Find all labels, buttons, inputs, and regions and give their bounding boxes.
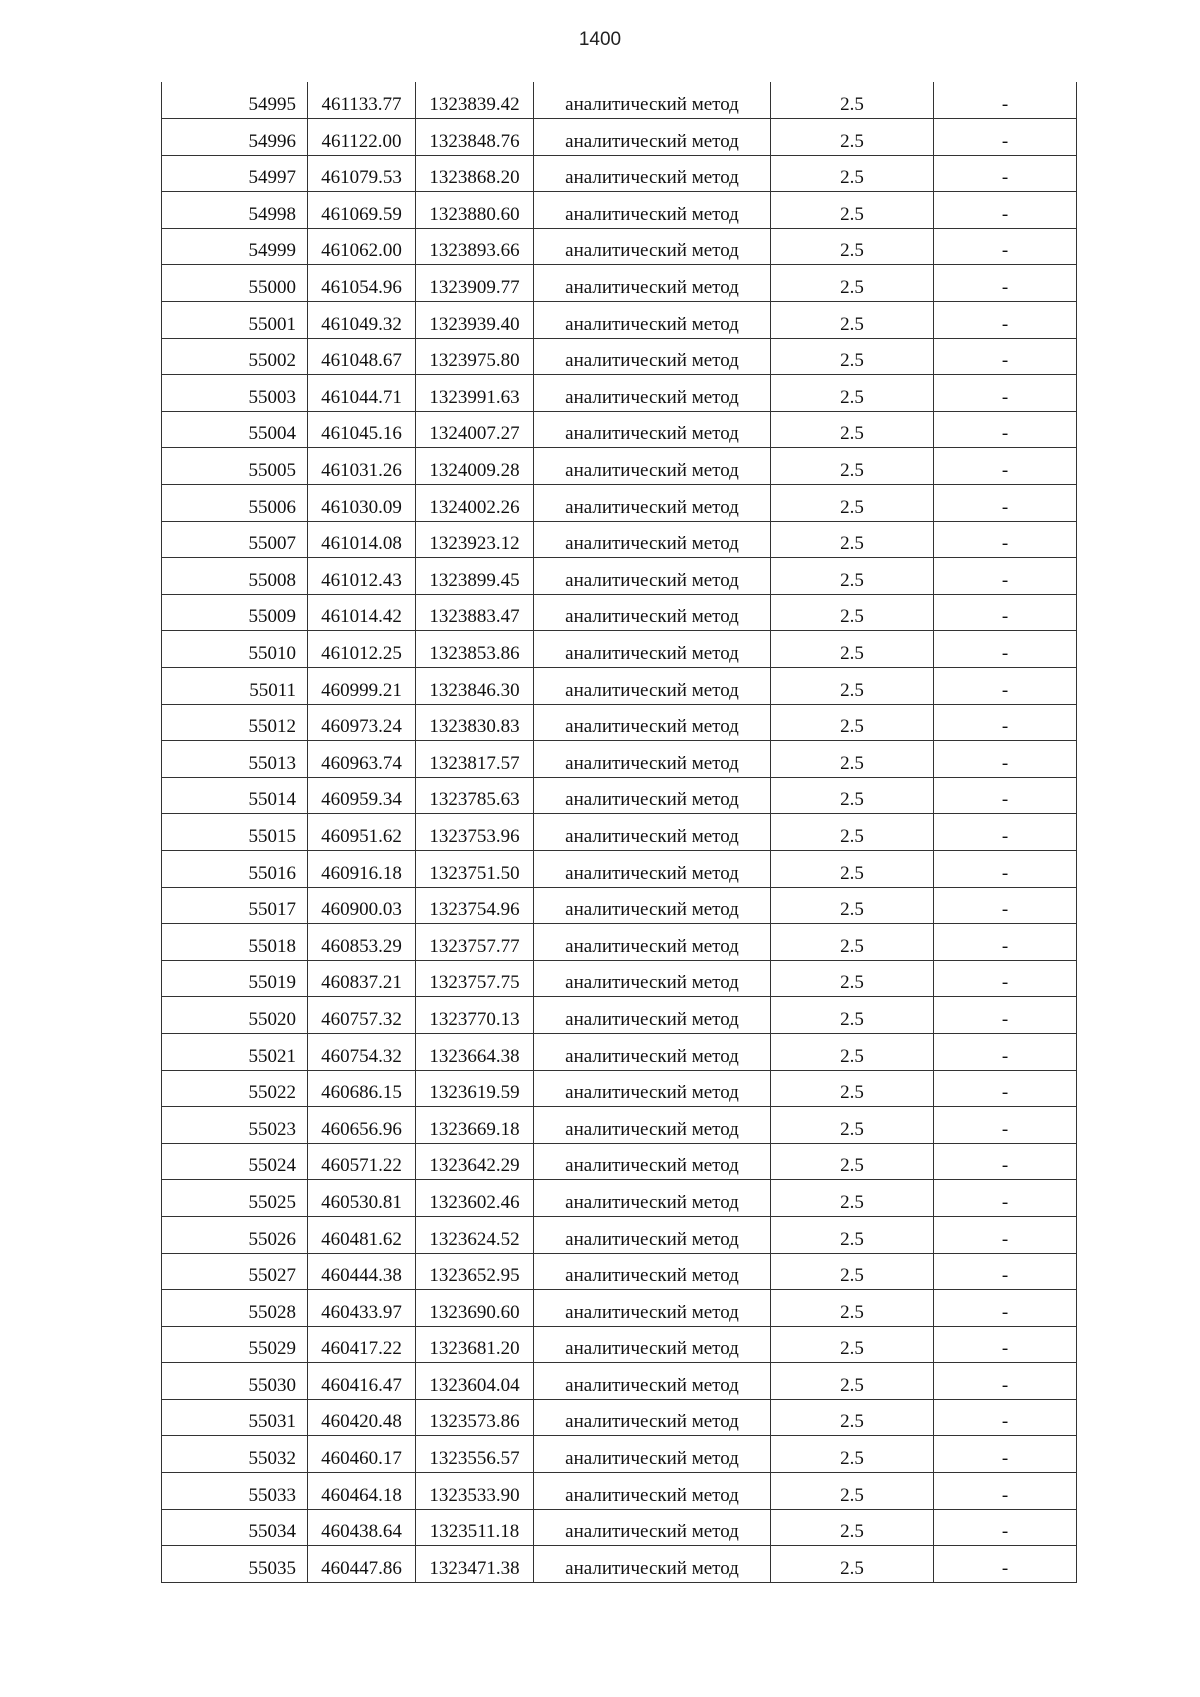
point-number-cell: 55019 [162, 960, 308, 997]
note-cell: - [934, 265, 1077, 302]
x-coordinate-cell: 460916.18 [308, 850, 416, 887]
point-number-cell: 55004 [162, 411, 308, 448]
accuracy-cell: 2.5 [771, 1326, 934, 1363]
accuracy-cell: 2.5 [771, 1473, 934, 1510]
accuracy-cell: 2.5 [771, 960, 934, 997]
note-cell: - [934, 1180, 1077, 1217]
accuracy-cell: 2.5 [771, 924, 934, 961]
accuracy-cell: 2.5 [771, 1216, 934, 1253]
method-cell: аналитический метод [534, 594, 771, 631]
method-cell: аналитический метод [534, 119, 771, 156]
table-row [162, 411, 1077, 448]
table-row [162, 1290, 1077, 1327]
method-cell: аналитический метод [534, 997, 771, 1034]
x-coordinate-cell: 460438.64 [308, 1509, 416, 1546]
note-cell: - [934, 192, 1077, 229]
table-row [162, 1436, 1077, 1473]
note-cell: - [934, 155, 1077, 192]
method-cell: аналитический метод [534, 1363, 771, 1400]
point-number-cell: 55022 [162, 1070, 308, 1107]
note-cell: - [934, 1363, 1077, 1400]
method-cell: аналитический метод [534, 924, 771, 961]
x-coordinate-cell: 461031.26 [308, 448, 416, 485]
accuracy-cell: 2.5 [771, 82, 934, 119]
accuracy-cell: 2.5 [771, 1363, 934, 1400]
method-cell: аналитический метод [534, 1216, 771, 1253]
x-coordinate-cell: 460999.21 [308, 668, 416, 705]
accuracy-cell: 2.5 [771, 1509, 934, 1546]
table-row [162, 960, 1077, 997]
table-row [162, 302, 1077, 339]
method-cell: аналитический метод [534, 1107, 771, 1144]
note-cell: - [934, 1509, 1077, 1546]
table-row [162, 265, 1077, 302]
accuracy-cell: 2.5 [771, 997, 934, 1034]
note-cell: - [934, 558, 1077, 595]
point-number-cell: 55028 [162, 1290, 308, 1327]
accuracy-cell: 2.5 [771, 521, 934, 558]
x-coordinate-cell: 460900.03 [308, 887, 416, 924]
accuracy-cell: 2.5 [771, 631, 934, 668]
method-cell: аналитический метод [534, 338, 771, 375]
y-coordinate-cell: 1323853.86 [416, 631, 534, 668]
method-cell: аналитический метод [534, 82, 771, 119]
table-row [162, 1509, 1077, 1546]
accuracy-cell: 2.5 [771, 302, 934, 339]
method-cell: аналитический метод [534, 850, 771, 887]
point-number-cell: 55021 [162, 1033, 308, 1070]
x-coordinate-cell: 460416.47 [308, 1363, 416, 1400]
note-cell: - [934, 302, 1077, 339]
method-cell: аналитический метод [534, 1290, 771, 1327]
method-cell: аналитический метод [534, 704, 771, 741]
note-cell: - [934, 521, 1077, 558]
table-row [162, 1070, 1077, 1107]
y-coordinate-cell: 1323751.50 [416, 850, 534, 887]
note-cell: - [934, 850, 1077, 887]
point-number-cell: 55003 [162, 375, 308, 412]
x-coordinate-cell: 460686.15 [308, 1070, 416, 1107]
method-cell: аналитический метод [534, 814, 771, 851]
point-number-cell: 55000 [162, 265, 308, 302]
note-cell: - [934, 1033, 1077, 1070]
y-coordinate-cell: 1323975.80 [416, 338, 534, 375]
point-number-cell: 55031 [162, 1399, 308, 1436]
y-coordinate-cell: 1323868.20 [416, 155, 534, 192]
point-number-cell: 55020 [162, 997, 308, 1034]
y-coordinate-cell: 1323839.42 [416, 82, 534, 119]
note-cell: - [934, 924, 1077, 961]
accuracy-cell: 2.5 [771, 668, 934, 705]
table-row [162, 192, 1077, 229]
point-number-cell: 55032 [162, 1436, 308, 1473]
coordinates-table-body [162, 82, 1077, 1582]
note-cell: - [934, 741, 1077, 778]
note-cell: - [934, 1326, 1077, 1363]
accuracy-cell: 2.5 [771, 1436, 934, 1473]
method-cell: аналитический метод [534, 485, 771, 522]
table-row [162, 82, 1077, 119]
method-cell: аналитический метод [534, 1326, 771, 1363]
x-coordinate-cell: 460853.29 [308, 924, 416, 961]
point-number-cell: 55034 [162, 1509, 308, 1546]
table-row [162, 1546, 1077, 1583]
y-coordinate-cell: 1323652.95 [416, 1253, 534, 1290]
method-cell: аналитический метод [534, 155, 771, 192]
table-row [162, 850, 1077, 887]
note-cell: - [934, 1216, 1077, 1253]
y-coordinate-cell: 1323883.47 [416, 594, 534, 631]
x-coordinate-cell: 460837.21 [308, 960, 416, 997]
y-coordinate-cell: 1324007.27 [416, 411, 534, 448]
table-row [162, 741, 1077, 778]
method-cell: аналитический метод [534, 375, 771, 412]
method-cell: аналитический метод [534, 1143, 771, 1180]
accuracy-cell: 2.5 [771, 485, 934, 522]
table-row [162, 1253, 1077, 1290]
x-coordinate-cell: 460571.22 [308, 1143, 416, 1180]
table-row [162, 228, 1077, 265]
x-coordinate-cell: 460464.18 [308, 1473, 416, 1510]
table-row [162, 448, 1077, 485]
x-coordinate-cell: 460754.32 [308, 1033, 416, 1070]
y-coordinate-cell: 1323939.40 [416, 302, 534, 339]
point-number-cell: 55008 [162, 558, 308, 595]
x-coordinate-cell: 460481.62 [308, 1216, 416, 1253]
note-cell: - [934, 960, 1077, 997]
point-number-cell: 55023 [162, 1107, 308, 1144]
accuracy-cell: 2.5 [771, 887, 934, 924]
table-row [162, 668, 1077, 705]
accuracy-cell: 2.5 [771, 594, 934, 631]
y-coordinate-cell: 1323604.04 [416, 1363, 534, 1400]
accuracy-cell: 2.5 [771, 338, 934, 375]
x-coordinate-cell: 460656.96 [308, 1107, 416, 1144]
method-cell: аналитический метод [534, 1253, 771, 1290]
note-cell: - [934, 228, 1077, 265]
point-number-cell: 55017 [162, 887, 308, 924]
point-number-cell: 54998 [162, 192, 308, 229]
y-coordinate-cell: 1323556.57 [416, 1436, 534, 1473]
y-coordinate-cell: 1323619.59 [416, 1070, 534, 1107]
x-coordinate-cell: 460444.38 [308, 1253, 416, 1290]
method-cell: аналитический метод [534, 887, 771, 924]
point-number-cell: 55007 [162, 521, 308, 558]
method-cell: аналитический метод [534, 668, 771, 705]
x-coordinate-cell: 460420.48 [308, 1399, 416, 1436]
table-row [162, 1473, 1077, 1510]
accuracy-cell: 2.5 [771, 1070, 934, 1107]
method-cell: аналитический метод [534, 777, 771, 814]
method-cell: аналитический метод [534, 1509, 771, 1546]
note-cell: - [934, 1290, 1077, 1327]
note-cell: - [934, 1546, 1077, 1583]
method-cell: аналитический метод [534, 558, 771, 595]
note-cell: - [934, 82, 1077, 119]
point-number-cell: 55033 [162, 1473, 308, 1510]
y-coordinate-cell: 1323669.18 [416, 1107, 534, 1144]
method-cell: аналитический метод [534, 411, 771, 448]
method-cell: аналитический метод [534, 1070, 771, 1107]
point-number-cell: 55005 [162, 448, 308, 485]
table-row [162, 814, 1077, 851]
y-coordinate-cell: 1323785.63 [416, 777, 534, 814]
note-cell: - [934, 411, 1077, 448]
x-coordinate-cell: 460951.62 [308, 814, 416, 851]
accuracy-cell: 2.5 [771, 265, 934, 302]
method-cell: аналитический метод [534, 1399, 771, 1436]
table-row [162, 485, 1077, 522]
y-coordinate-cell: 1323757.77 [416, 924, 534, 961]
table-row [162, 338, 1077, 375]
y-coordinate-cell: 1323817.57 [416, 741, 534, 778]
point-number-cell: 55011 [162, 668, 308, 705]
accuracy-cell: 2.5 [771, 411, 934, 448]
point-number-cell: 55027 [162, 1253, 308, 1290]
note-cell: - [934, 777, 1077, 814]
table-row [162, 777, 1077, 814]
accuracy-cell: 2.5 [771, 119, 934, 156]
accuracy-cell: 2.5 [771, 1546, 934, 1583]
accuracy-cell: 2.5 [771, 1399, 934, 1436]
accuracy-cell: 2.5 [771, 777, 934, 814]
accuracy-cell: 2.5 [771, 1290, 934, 1327]
page-number: 1400 [578, 29, 622, 50]
point-number-cell: 55018 [162, 924, 308, 961]
y-coordinate-cell: 1323690.60 [416, 1290, 534, 1327]
x-coordinate-cell: 461012.43 [308, 558, 416, 595]
x-coordinate-cell: 460417.22 [308, 1326, 416, 1363]
x-coordinate-cell: 461014.42 [308, 594, 416, 631]
table-row [162, 924, 1077, 961]
table-row [162, 521, 1077, 558]
table-row [162, 704, 1077, 741]
method-cell: аналитический метод [534, 960, 771, 997]
point-number-cell: 54995 [162, 82, 308, 119]
note-cell: - [934, 338, 1077, 375]
point-number-cell: 55016 [162, 850, 308, 887]
method-cell: аналитический метод [534, 1180, 771, 1217]
note-cell: - [934, 1070, 1077, 1107]
point-number-cell: 55015 [162, 814, 308, 851]
method-cell: аналитический метод [534, 521, 771, 558]
y-coordinate-cell: 1323899.45 [416, 558, 534, 595]
y-coordinate-cell: 1323893.66 [416, 228, 534, 265]
y-coordinate-cell: 1324002.26 [416, 485, 534, 522]
x-coordinate-cell: 460959.34 [308, 777, 416, 814]
point-number-cell: 55010 [162, 631, 308, 668]
table-row [162, 1399, 1077, 1436]
accuracy-cell: 2.5 [771, 558, 934, 595]
table-row [162, 119, 1077, 156]
accuracy-cell: 2.5 [771, 192, 934, 229]
point-number-cell: 55025 [162, 1180, 308, 1217]
x-coordinate-cell: 461069.59 [308, 192, 416, 229]
table-row [162, 594, 1077, 631]
note-cell: - [934, 485, 1077, 522]
method-cell: аналитический метод [534, 302, 771, 339]
y-coordinate-cell: 1323602.46 [416, 1180, 534, 1217]
note-cell: - [934, 1253, 1077, 1290]
table-row [162, 1143, 1077, 1180]
note-cell: - [934, 704, 1077, 741]
accuracy-cell: 2.5 [771, 704, 934, 741]
accuracy-cell: 2.5 [771, 814, 934, 851]
method-cell: аналитический метод [534, 1546, 771, 1583]
table-row [162, 1216, 1077, 1253]
x-coordinate-cell: 461045.16 [308, 411, 416, 448]
x-coordinate-cell: 461014.08 [308, 521, 416, 558]
y-coordinate-cell: 1323848.76 [416, 119, 534, 156]
y-coordinate-cell: 1323664.38 [416, 1033, 534, 1070]
table-row [162, 997, 1077, 1034]
y-coordinate-cell: 1323880.60 [416, 192, 534, 229]
point-number-cell: 55001 [162, 302, 308, 339]
x-coordinate-cell: 461030.09 [308, 485, 416, 522]
x-coordinate-cell: 461133.77 [308, 82, 416, 119]
x-coordinate-cell: 460757.32 [308, 997, 416, 1034]
point-number-cell: 55024 [162, 1143, 308, 1180]
accuracy-cell: 2.5 [771, 850, 934, 887]
table-row [162, 631, 1077, 668]
x-coordinate-cell: 460433.97 [308, 1290, 416, 1327]
accuracy-cell: 2.5 [771, 1253, 934, 1290]
y-coordinate-cell: 1323757.75 [416, 960, 534, 997]
point-number-cell: 55026 [162, 1216, 308, 1253]
y-coordinate-cell: 1323753.96 [416, 814, 534, 851]
note-cell: - [934, 375, 1077, 412]
table-row [162, 558, 1077, 595]
point-number-cell: 55029 [162, 1326, 308, 1363]
note-cell: - [934, 1143, 1077, 1180]
note-cell: - [934, 594, 1077, 631]
note-cell: - [934, 448, 1077, 485]
x-coordinate-cell: 461048.67 [308, 338, 416, 375]
table-row [162, 155, 1077, 192]
accuracy-cell: 2.5 [771, 741, 934, 778]
method-cell: аналитический метод [534, 741, 771, 778]
note-cell: - [934, 1399, 1077, 1436]
y-coordinate-cell: 1323471.38 [416, 1546, 534, 1583]
y-coordinate-cell: 1323846.30 [416, 668, 534, 705]
point-number-cell: 55012 [162, 704, 308, 741]
y-coordinate-cell: 1323991.63 [416, 375, 534, 412]
point-number-cell: 54999 [162, 228, 308, 265]
x-coordinate-cell: 460460.17 [308, 1436, 416, 1473]
y-coordinate-cell: 1323681.20 [416, 1326, 534, 1363]
x-coordinate-cell: 460963.74 [308, 741, 416, 778]
y-coordinate-cell: 1323770.13 [416, 997, 534, 1034]
x-coordinate-cell: 461012.25 [308, 631, 416, 668]
table-row [162, 375, 1077, 412]
x-coordinate-cell: 461049.32 [308, 302, 416, 339]
note-cell: - [934, 1473, 1077, 1510]
y-coordinate-cell: 1323511.18 [416, 1509, 534, 1546]
table-row [162, 1107, 1077, 1144]
y-coordinate-cell: 1323642.29 [416, 1143, 534, 1180]
y-coordinate-cell: 1323909.77 [416, 265, 534, 302]
accuracy-cell: 2.5 [771, 155, 934, 192]
method-cell: аналитический метод [534, 631, 771, 668]
y-coordinate-cell: 1323754.96 [416, 887, 534, 924]
accuracy-cell: 2.5 [771, 1033, 934, 1070]
method-cell: аналитический метод [534, 1436, 771, 1473]
y-coordinate-cell: 1323573.86 [416, 1399, 534, 1436]
x-coordinate-cell: 461079.53 [308, 155, 416, 192]
accuracy-cell: 2.5 [771, 1143, 934, 1180]
y-coordinate-cell: 1323624.52 [416, 1216, 534, 1253]
table-row [162, 1363, 1077, 1400]
point-number-cell: 55030 [162, 1363, 308, 1400]
table-row [162, 1326, 1077, 1363]
table-row [162, 887, 1077, 924]
point-number-cell: 55009 [162, 594, 308, 631]
point-number-cell: 55006 [162, 485, 308, 522]
accuracy-cell: 2.5 [771, 1107, 934, 1144]
point-number-cell: 55035 [162, 1546, 308, 1583]
y-coordinate-cell: 1323830.83 [416, 704, 534, 741]
note-cell: - [934, 814, 1077, 851]
method-cell: аналитический метод [534, 448, 771, 485]
method-cell: аналитический метод [534, 1033, 771, 1070]
x-coordinate-cell: 461122.00 [308, 119, 416, 156]
accuracy-cell: 2.5 [771, 228, 934, 265]
x-coordinate-cell: 460530.81 [308, 1180, 416, 1217]
y-coordinate-cell: 1323923.12 [416, 521, 534, 558]
point-number-cell: 55013 [162, 741, 308, 778]
point-number-cell: 55002 [162, 338, 308, 375]
x-coordinate-cell: 461062.00 [308, 228, 416, 265]
method-cell: аналитический метод [534, 1473, 771, 1510]
method-cell: аналитический метод [534, 228, 771, 265]
coordinates-table [161, 82, 1077, 1583]
note-cell: - [934, 887, 1077, 924]
point-number-cell: 54997 [162, 155, 308, 192]
note-cell: - [934, 119, 1077, 156]
x-coordinate-cell: 460447.86 [308, 1546, 416, 1583]
note-cell: - [934, 1436, 1077, 1473]
method-cell: аналитический метод [534, 192, 771, 229]
table-row [162, 1180, 1077, 1217]
x-coordinate-cell: 461044.71 [308, 375, 416, 412]
note-cell: - [934, 668, 1077, 705]
table-row [162, 1033, 1077, 1070]
y-coordinate-cell: 1324009.28 [416, 448, 534, 485]
accuracy-cell: 2.5 [771, 1180, 934, 1217]
note-cell: - [934, 1107, 1077, 1144]
point-number-cell: 55014 [162, 777, 308, 814]
accuracy-cell: 2.5 [771, 448, 934, 485]
x-coordinate-cell: 461054.96 [308, 265, 416, 302]
note-cell: - [934, 631, 1077, 668]
method-cell: аналитический метод [534, 265, 771, 302]
accuracy-cell: 2.5 [771, 375, 934, 412]
x-coordinate-cell: 460973.24 [308, 704, 416, 741]
note-cell: - [934, 997, 1077, 1034]
point-number-cell: 54996 [162, 119, 308, 156]
y-coordinate-cell: 1323533.90 [416, 1473, 534, 1510]
